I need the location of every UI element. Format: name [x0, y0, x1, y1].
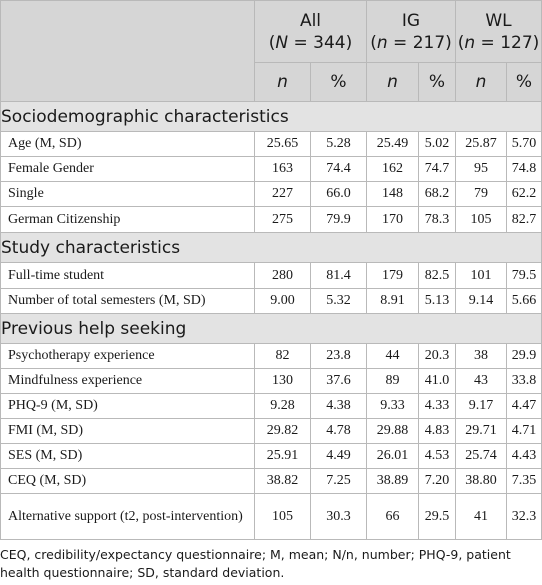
group-header-wl: [456, 1, 542, 63]
cell-value: 74.7: [419, 157, 456, 182]
cell-value: 25.91: [255, 444, 311, 469]
cell-value: 275: [255, 207, 311, 233]
table-row: [1, 157, 542, 182]
cell-value: 82.7: [507, 207, 542, 233]
cell-value: 4.47: [507, 394, 542, 419]
cell-value: 41.0: [419, 369, 456, 394]
cell-value: 162: [367, 157, 419, 182]
section-header-row: [1, 314, 542, 344]
cell-value: 29.9: [507, 344, 542, 369]
cell-value: 170: [367, 207, 419, 233]
cell-value: 7.25: [311, 469, 367, 494]
cell-value: 8.91: [367, 289, 419, 314]
group-header-ig: [367, 1, 456, 63]
cell-value: 7.35: [507, 469, 542, 494]
subheader-n: n: [367, 63, 419, 102]
cell-value: 41: [456, 494, 507, 540]
cell-value: 9.28: [255, 394, 311, 419]
row-label: PHQ-9 (M, SD): [1, 394, 255, 419]
cell-value: 79.9: [311, 207, 367, 233]
cell-value: 68.2: [419, 182, 456, 207]
section-title: Study characteristics: [1, 233, 542, 263]
cell-value: 4.83: [419, 419, 456, 444]
row-label: Single: [1, 182, 255, 207]
table-row: [1, 469, 542, 494]
cell-value: 5.66: [507, 289, 542, 314]
cell-value: 79.5: [507, 263, 542, 289]
header-corner: [1, 1, 255, 102]
cell-value: 37.6: [311, 369, 367, 394]
group-sample-size: (N = 344): [268, 32, 353, 53]
cell-value: 38: [456, 344, 507, 369]
cell-value: 43: [456, 369, 507, 394]
row-label: Full-time student: [1, 263, 255, 289]
row-label: German Citizenship: [1, 207, 255, 233]
cell-value: 163: [255, 157, 311, 182]
group-name: WL: [485, 10, 512, 31]
cell-value: 30.3: [311, 494, 367, 540]
cell-value: 29.5: [419, 494, 456, 540]
row-label: Age (M, SD): [1, 132, 255, 157]
cell-value: 4.71: [507, 419, 542, 444]
cell-value: 4.33: [419, 394, 456, 419]
cell-value: 74.8: [507, 157, 542, 182]
cell-value: 5.32: [311, 289, 367, 314]
cell-value: 74.4: [311, 157, 367, 182]
cell-value: 4.49: [311, 444, 367, 469]
table-row: [1, 394, 542, 419]
cell-value: 82: [255, 344, 311, 369]
subheader-pct: %: [311, 63, 367, 102]
cell-value: 4.43: [507, 444, 542, 469]
cell-value: 4.78: [311, 419, 367, 444]
cell-value: 148: [367, 182, 419, 207]
cell-value: 280: [255, 263, 311, 289]
cell-value: 9.14: [456, 289, 507, 314]
cell-value: 130: [255, 369, 311, 394]
table-row: [1, 207, 542, 233]
cell-value: 32.3: [507, 494, 542, 540]
cell-value: 5.13: [419, 289, 456, 314]
cell-value: 25.87: [456, 132, 507, 157]
subheader-pct: %: [419, 63, 456, 102]
section-title: Sociodemographic characteristics: [1, 102, 542, 132]
section-header-row: [1, 102, 542, 132]
cell-value: 82.5: [419, 263, 456, 289]
row-label: Alternative support (t2, post-intervention): [1, 494, 255, 540]
cell-value: 9.00: [255, 289, 311, 314]
subheader-n: n: [456, 63, 507, 102]
cell-value: 20.3: [419, 344, 456, 369]
section-title: Previous help seeking: [1, 314, 542, 344]
cell-value: 5.28: [311, 132, 367, 157]
cell-value: 89: [367, 369, 419, 394]
cell-value: 33.8: [507, 369, 542, 394]
row-label: SES (M, SD): [1, 444, 255, 469]
cell-value: 4.38: [311, 394, 367, 419]
cell-value: 25.65: [255, 132, 311, 157]
cell-value: 25.74: [456, 444, 507, 469]
row-label: CEQ (M, SD): [1, 469, 255, 494]
cell-value: 23.8: [311, 344, 367, 369]
cell-value: 38.80: [456, 469, 507, 494]
cell-value: 5.02: [419, 132, 456, 157]
subheader-n: n: [255, 63, 311, 102]
row-label: Psychotherapy experience: [1, 344, 255, 369]
group-name: All: [299, 10, 322, 31]
cell-value: 4.53: [419, 444, 456, 469]
group-sample-size: (n = 127): [457, 32, 540, 53]
table-row: [1, 289, 542, 314]
cell-value: 227: [255, 182, 311, 207]
table-row: [1, 419, 542, 444]
table-row: [1, 344, 542, 369]
table-row: [1, 132, 542, 157]
cell-value: 79: [456, 182, 507, 207]
table-row: [1, 494, 542, 540]
row-label: Mindfulness experience: [1, 369, 255, 394]
subheader-pct: %: [507, 63, 542, 102]
table-row: [1, 263, 542, 289]
table-row: [1, 369, 542, 394]
cell-value: 78.3: [419, 207, 456, 233]
cell-value: 81.4: [311, 263, 367, 289]
cell-value: 38.82: [255, 469, 311, 494]
cell-value: 26.01: [367, 444, 419, 469]
cell-value: 95: [456, 157, 507, 182]
table-row: [1, 182, 542, 207]
cell-value: 29.88: [367, 419, 419, 444]
cell-value: 9.17: [456, 394, 507, 419]
cell-value: 38.89: [367, 469, 419, 494]
group-header-row: [1, 1, 542, 63]
group-sample-size: (n = 217): [370, 32, 452, 53]
cell-value: 29.82: [255, 419, 311, 444]
cell-value: 105: [456, 207, 507, 233]
cell-value: 29.71: [456, 419, 507, 444]
cell-value: 66: [367, 494, 419, 540]
cell-value: 179: [367, 263, 419, 289]
cell-value: 25.49: [367, 132, 419, 157]
row-label: FMI (M, SD): [1, 419, 255, 444]
cell-value: 62.2: [507, 182, 542, 207]
row-label: Number of total semesters (M, SD): [1, 289, 255, 314]
group-header-all: [255, 1, 367, 63]
cell-value: 5.70: [507, 132, 542, 157]
cell-value: 9.33: [367, 394, 419, 419]
table-footnote: CEQ, credibility/expectancy questionnaire; M, mean; N/n, number; PHQ-9, patient health questionnaire; SD, standard deviation.: [0, 547, 511, 580]
table-row: [1, 444, 542, 469]
cell-value: 101: [456, 263, 507, 289]
cell-value: 105: [255, 494, 311, 540]
group-name: IG: [401, 10, 421, 31]
cell-value: 7.20: [419, 469, 456, 494]
section-header-row: [1, 233, 542, 263]
row-label: Female Gender: [1, 157, 255, 182]
cell-value: 44: [367, 344, 419, 369]
cell-value: 66.0: [311, 182, 367, 207]
